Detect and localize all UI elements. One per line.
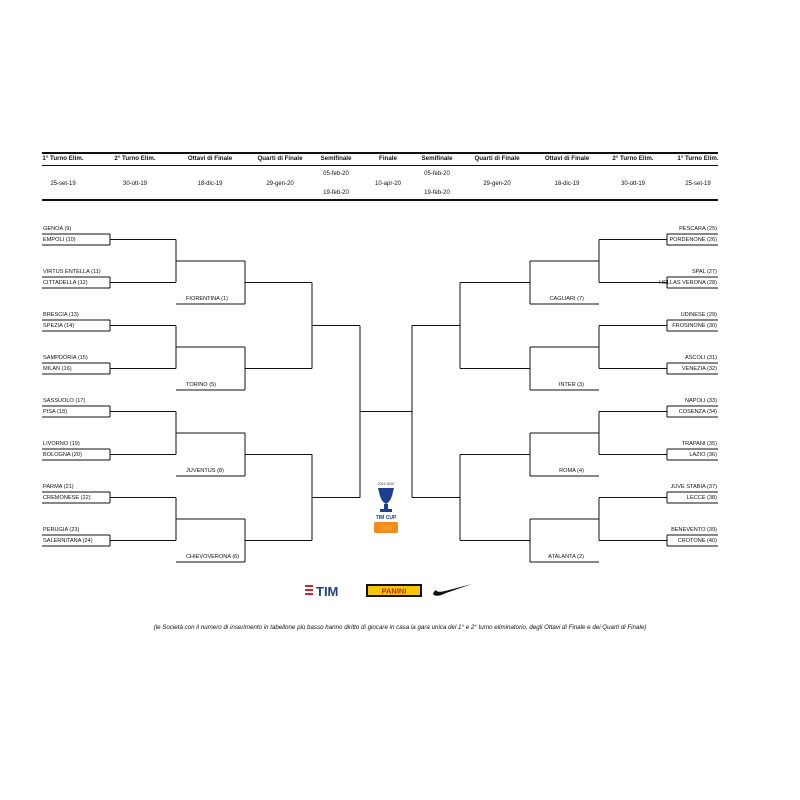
round-date: 29-gen-20 xyxy=(266,181,294,187)
round-date: 30-ott-19 xyxy=(620,181,645,187)
round-title: 1° Turno Elim. xyxy=(677,155,719,162)
cup-trophy-icon xyxy=(378,488,394,504)
team-name: HELLAS VERONA (28) xyxy=(659,280,717,286)
team-name: BENEVENTO (39) xyxy=(671,527,717,533)
team-name: SPAL (27) xyxy=(691,269,717,275)
team-name: UDINESE (29) xyxy=(680,312,717,318)
team-name: BOLOGNA (20) xyxy=(43,452,82,458)
team-name: PORDENONE (26) xyxy=(669,237,717,243)
sponsor-bar xyxy=(0,581,800,601)
nike-swoosh-icon xyxy=(433,584,472,596)
team-name: SAMPDORIA (15) xyxy=(43,355,88,361)
round-title: Finale xyxy=(379,155,397,162)
team-name: JUVENTUS (8) xyxy=(186,468,224,474)
team-name: BRESCIA (13) xyxy=(43,312,79,318)
round-title: Quarti di Finale xyxy=(474,155,520,162)
round-date: 05-feb-20 xyxy=(323,171,349,177)
round-date: 30-ott-19 xyxy=(122,181,147,187)
panini-wordmark: PANINI xyxy=(381,586,407,596)
tim-logo xyxy=(305,584,338,599)
team-name: JUVE STABIA (37) xyxy=(670,484,717,490)
team-name: ASCOLI (31) xyxy=(684,355,717,361)
round-date: 25-set-19 xyxy=(50,181,76,187)
cup-name-text: TIM CUP xyxy=(375,515,397,521)
team-name: ATALANTA (2) xyxy=(548,554,584,560)
round-date: 18-dic-19 xyxy=(197,181,223,187)
round-date: 18-dic-19 xyxy=(554,181,580,187)
team-name: FROSINONE (30) xyxy=(672,323,717,329)
round-title: Quarti di Finale xyxy=(257,155,303,162)
round-date: 19-feb-20 xyxy=(424,190,450,196)
team-name: LAZIO (36) xyxy=(689,452,717,458)
team-name: VENEZIA (32) xyxy=(681,366,717,372)
team-name: CITTADELLA (12) xyxy=(43,280,88,286)
team-name: ROMA (4) xyxy=(559,468,584,474)
round-date: 10-apr-20 xyxy=(374,181,401,187)
team-name: TORINO (5) xyxy=(186,382,217,388)
team-name: CROTONE (40) xyxy=(677,538,717,544)
team-name: SALERNITANA (24) xyxy=(43,538,93,544)
round-title: 2° Turno Elim. xyxy=(612,155,654,162)
tim-wordmark: TIM xyxy=(316,584,339,599)
team-name: GENOA (9) xyxy=(43,226,72,232)
team-name: COSENZA (34) xyxy=(678,409,717,415)
cup-brand-text: TIM xyxy=(379,525,393,533)
round-title: 1° Turno Elim. xyxy=(42,155,84,162)
coppa-italia-logo xyxy=(368,478,404,540)
team-name: PISA (18) xyxy=(43,409,67,415)
team-name: NAPOLI (33) xyxy=(684,398,717,404)
team-name: PERUGIA (23) xyxy=(43,527,80,533)
team-name: SASSUOLO (17) xyxy=(43,398,86,404)
team-name: LIVORNO (19) xyxy=(43,441,80,447)
round-title: Ottavi di Finale xyxy=(187,155,233,162)
team-name: PARMA (21) xyxy=(43,484,74,490)
team-name: EMPOLI (10) xyxy=(43,237,76,243)
panini-logo xyxy=(366,584,422,597)
team-name: VIRTUS ENTELLA (11) xyxy=(43,269,101,275)
team-name: TRAPANI (35) xyxy=(681,441,717,447)
team-name: FIORENTINA (1) xyxy=(186,296,228,302)
team-name: SPEZIA (14) xyxy=(43,323,75,329)
team-name: INTER (3) xyxy=(558,382,584,388)
cup-season-text: 2019·2020 xyxy=(377,482,395,486)
round-title: Ottavi di Finale xyxy=(544,155,590,162)
round-title: Semifinale xyxy=(320,155,352,162)
round-title: 2° Turno Elim. xyxy=(114,155,156,162)
round-date: 19-feb-20 xyxy=(323,190,349,196)
round-title: Semifinale xyxy=(421,155,453,162)
team-name: CHIEVOVERONA (6) xyxy=(186,554,240,560)
team-name: CREMONESE (22) xyxy=(43,495,91,501)
team-name: MILAN (16) xyxy=(43,366,72,372)
team-name: LECCE (38) xyxy=(686,495,717,501)
round-date: 29-gen-20 xyxy=(483,181,511,187)
round-date: 25-set-19 xyxy=(685,181,711,187)
round-date: 05-feb-20 xyxy=(424,171,450,177)
footnote: (le Società con il numero di inserimento in tabellone più basso hanno diritto di giocare in casa la gara unica del 1° e 2° turno eliminatorio, degli Ottavi di Finale e dei Quarti di Finale) xyxy=(153,624,647,631)
team-name: PESCARA (25) xyxy=(679,226,717,232)
team-name: CAGLIARI (7) xyxy=(549,296,584,302)
